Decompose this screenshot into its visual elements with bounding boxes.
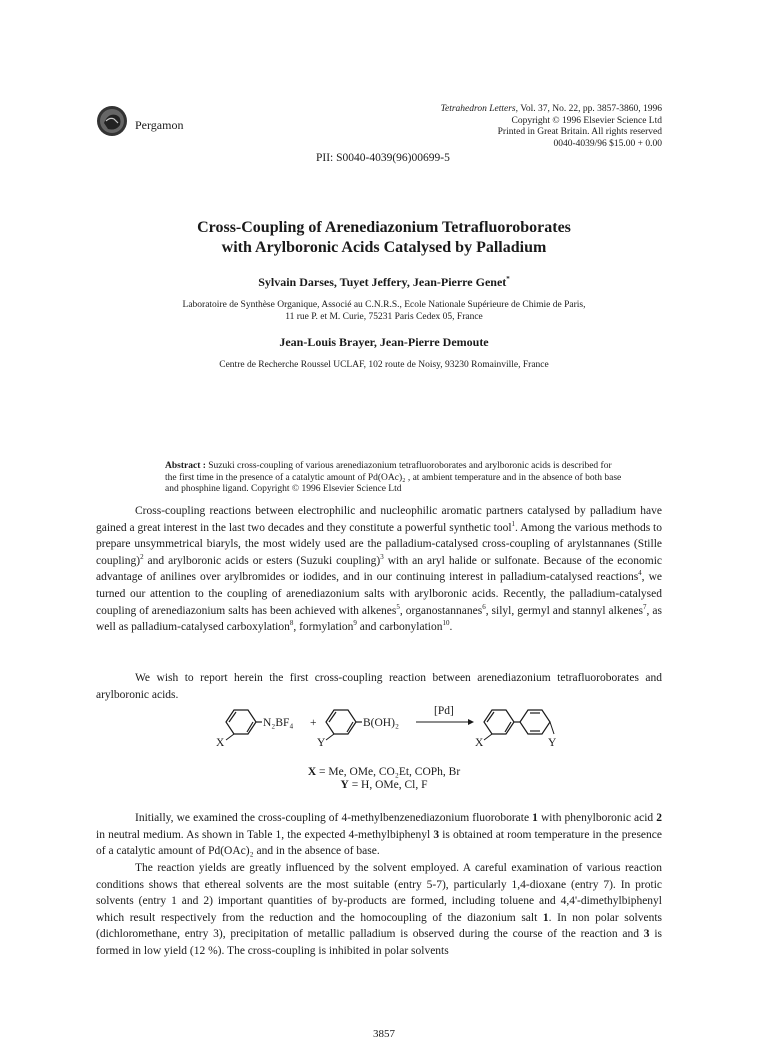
reagent-2: B(OH)₂ [363,717,399,729]
ref-6: 6 [482,602,486,611]
biaryl-product-icon [484,710,550,734]
paper-title [0,218,768,258]
affiliation-1-line-2: 11 rue P. et M. Curie, 75231 Paris Cedex 05, France [285,311,483,322]
pii: PII: S0040-4039(96)00699-5 [316,152,450,164]
plus-sign: + [310,717,317,729]
printed-line: Printed in Great Britain. All rights reserved [497,127,662,137]
ref-9: 9 [353,619,357,628]
ref-4: 4 [638,569,642,578]
body-paragraph-4: The reaction yields are greatly influenced by the solvent employed. A careful examination of various reaction conditions shows that ethereal solvents are the most suitable (entry 5-7), particularly 1,4-dioxane (entry 7). In protic solvents (entry 1 and 2) important quantities of by-products are formed, including toluene and 4,4'-dimethylbiphenyl which result respectively from the reduction and the homocoupling of the diazonium salt 1. In non polar solvents (dichloromethane, entry 3), precipitation of metallic palladium is observed during the course of the reaction and 3 is formed in low yield (12 %). The cross-coupling is inhibited in polar solvents [96,862,663,957]
x-substituent-label-1: X [216,737,225,749]
ref-8: 8 [289,619,294,628]
legend-y-values: = H, OMe, Cl, F [348,779,428,791]
copyright-line: Copyright © 1996 Elsevier Science Ltd [511,115,662,126]
legend-y-label: Y [340,779,349,791]
reagent-1: N₂BF₄ [263,717,294,729]
affiliation-1 [0,300,768,323]
publisher-name: Pergamon [135,118,184,132]
reaction-arrow-icon [468,719,474,725]
journal-volume: Vol. 37, No. 22, pp. 3857-3860, 1996 [517,104,662,114]
legend-x-label: X [307,766,317,778]
author-list-1 [0,275,768,290]
x-substituent-label-2: X [475,737,484,749]
journal-citation [441,104,662,150]
corresponding-mark: * [506,275,510,283]
ref-5: 5 [396,602,400,611]
title-line-1: Cross-Coupling of Arenediazonium Tetrafluoroborates [197,219,571,236]
ref-7: 7 [643,602,647,611]
y-substituent-label-1: Y [317,737,326,749]
affiliation-2: Centre de Recherche Roussel UCLAF, 102 route de Noisy, 93230 Romainville, France [219,360,549,370]
issn-line: 0040-4039/96 $15.00 + 0.00 [553,138,662,149]
page-number: 3857 [373,1028,395,1040]
body-paragraph-2: We wish to report herein the first cross-coupling reaction between arenediazonium tetrafluoroborates and arylboronic acids. [96,672,662,701]
y-substituent-label-2: Y [548,737,556,749]
scheme-legend [0,766,768,792]
affiliation-1-line-1: Laboratoire de Synthèse Organique, Associé au C.N.R.S., Ecole Nationale Supérieure de Chimie de Paris, [182,300,586,310]
body-paragraph-3: Initially, we examined the cross-coupling of 4-methylbenzenediazonium fluoroborate 1 with phenylboronic acid 2 in neutral medium. As shown in Table 1, the expected 4-methylbiphenyl 3 is obtained at room temperature in the presence of a catalytic amount of Pd(OAc)₂ and in the absence of base. [96,812,663,858]
ref-2: 2 [140,552,144,561]
abstract-label: Abstract : [165,461,206,471]
journal-name: Tetrahedron Letters, [440,104,518,114]
legend-x-values: = Me, OMe, CO₂Et, COPh, Br [316,766,461,778]
aryl-ring-2-icon [326,710,356,734]
ref-10: 10 [442,619,450,628]
aryl-ring-1-icon [226,710,256,734]
catalyst-label: [Pd] [434,705,454,717]
abstract [165,461,625,496]
author-list-2: Jean-Louis Brayer, Jean-Pierre Demoute [279,335,489,349]
abstract-text: Suzuki cross-coupling of various arenediazonium tetrafluoroborates and arylboronic acids is described for the first time in the presence of a catalytic amount of Pd(OAc)₂ , at ambient temperature and in the absence of both base and phosphine ligand. Copyright © 1996 Elsevier Science Ltd [165,461,622,494]
authors-1-names: Sylvain Darses, Tuyet Jeffery, Jean-Pierre Genet [258,275,507,289]
ref-3: 3 [380,552,384,561]
title-line-2: with Arylboronic Acids Catalysed by Palladium [221,239,547,256]
pergamon-logo-icon [96,105,128,137]
ref-1: 1 [511,519,516,528]
body-paragraph-1: Cross-coupling reactions between electrophilic and nucleophilic aromatic partners catalysed by palladium have gained a great interest in the last two decades and they constitute a powerful synthetic tool$^1$. Among the various methods to prepare unsymmetrical biaryls, the most widely used are the palladium-catalysed cross-coupling of arylstannanes (Stille coupling)$^2$ and arylboronic acids or esters (Suzuki coupling)$^3$ with an aryl halide or sulfonate. Because of the economic advantage of anilines over arylbromides or iodides, and in our continuing interest in palladium-catalysed reactions$^4$, we turned our attention to the coupling of arenediazonium salts with arylboronic acids. Recently, the palladium-catalysed coupling of arenediazonium salts has been achieved with alkenes$^5$, organostannanes$^6$, silyl, germyl and stannyl alkenes$^7$, as well as palladium-catalysed carboxylation$^8$, formylation$^9$ and carbonylation$^{10}$. [96,505,663,634]
